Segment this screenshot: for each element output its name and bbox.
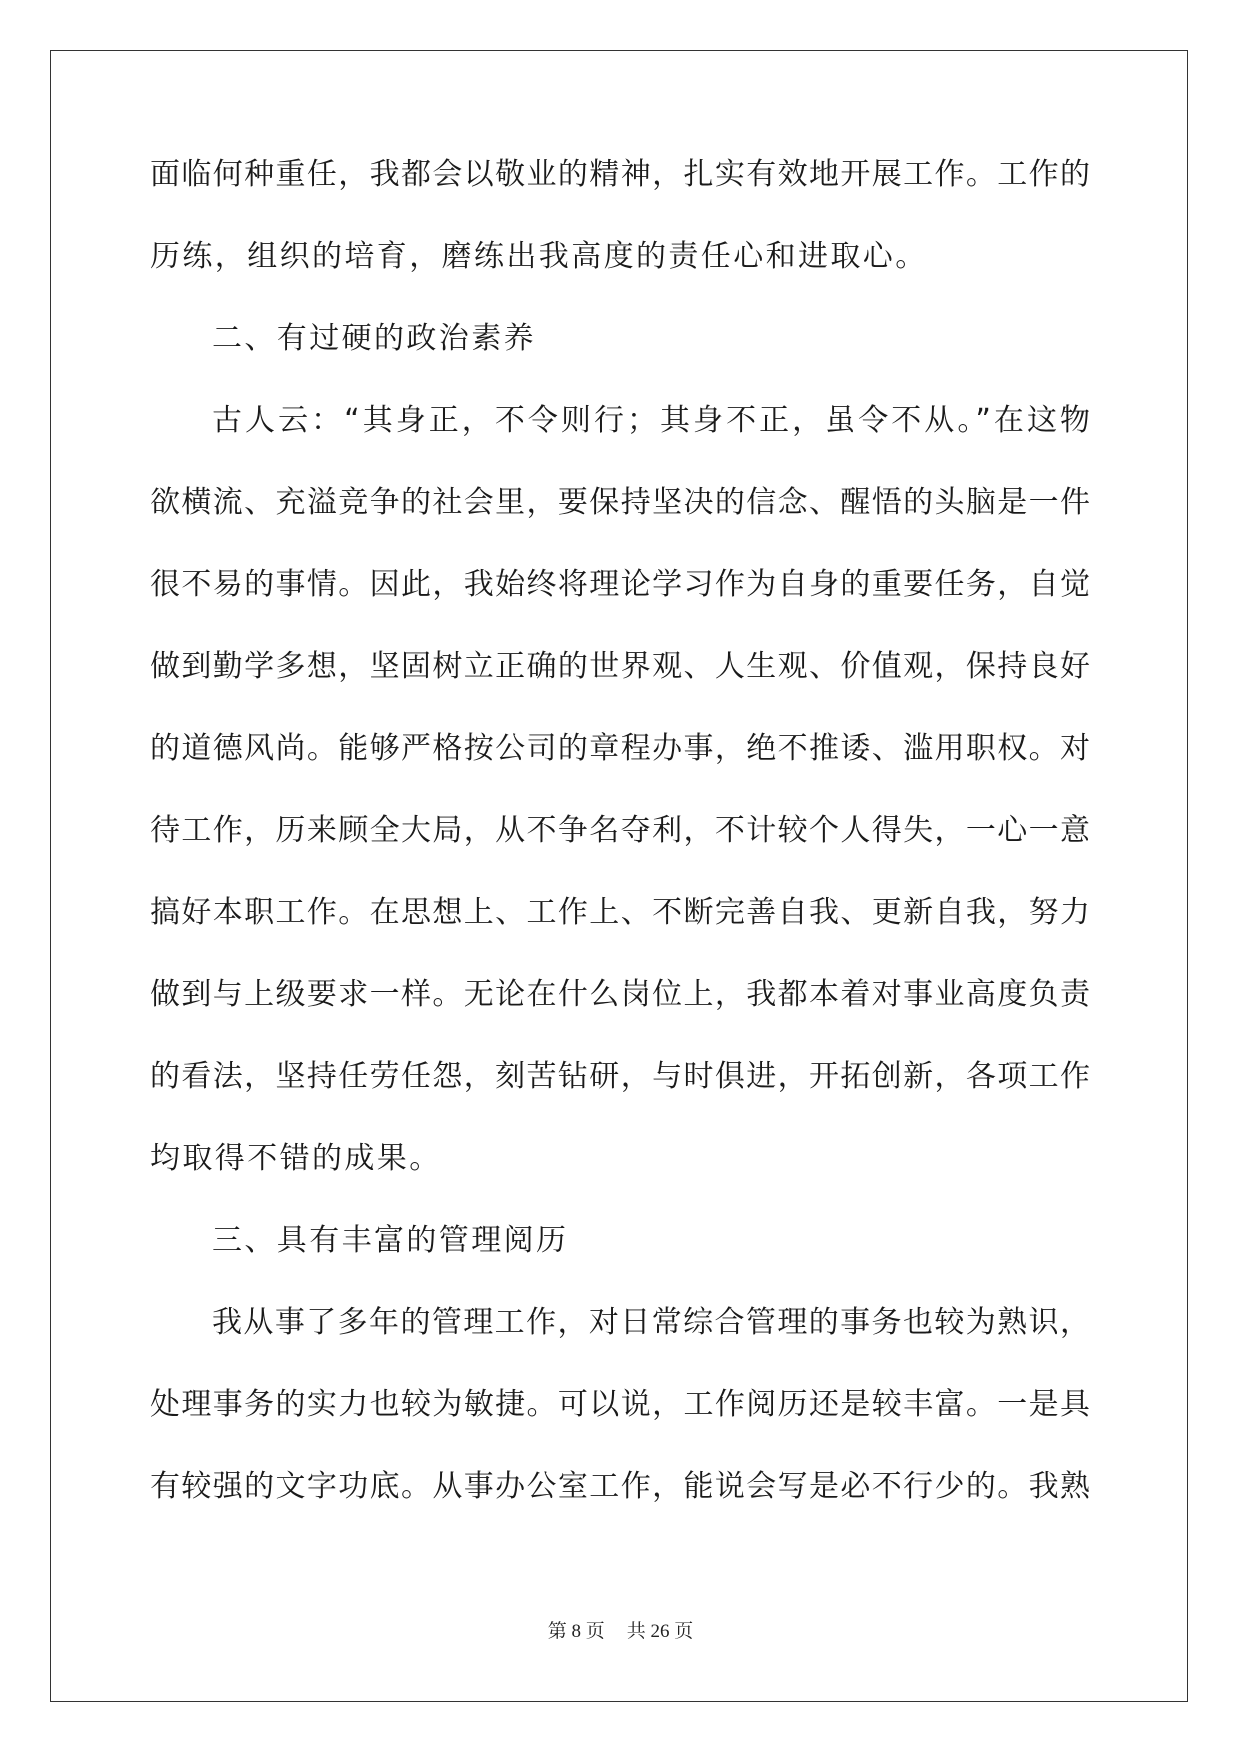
text-line: 做到勤学多想，坚固树立正确的世界观、人生观、价值观，保持良好 [150, 649, 1090, 684]
text-line: 待工作，历来顾全大局，从不争名夺利，不计较个人得失，一心一意 [150, 813, 1090, 848]
text-line: 历练，组织的培育，磨练出我高度的责任心和进取心。 [150, 239, 928, 274]
text-line: 古人云：“其身正，不令则行；其身不正，虽令不从。”在这物 [212, 403, 1090, 438]
text-line: 很不易的事情。因此，我始终将理论学习作为自身的重要任务，自觉 [150, 567, 1090, 602]
text-line: 有较强的文字功底。从事办公室工作，能说会写是必不行少的。我熟 [150, 1469, 1090, 1504]
text-line: 我从事了多年的管理工作，对日常综合管理的事务也较为熟识， [212, 1305, 1090, 1340]
section-heading: 二、有过硬的政治素养 [212, 321, 536, 356]
text-line: 搞好本职工作。在思想上、工作上、不断完善自我、更新自我，努力 [150, 895, 1090, 930]
text-line: 欲横流、充溢竞争的社会里，要保持坚决的信念、醒悟的头脑是一件 [150, 485, 1090, 520]
page-number: 第 8 页 [547, 1621, 605, 1642]
document-body [150, 157, 1090, 1554]
page-footer [0, 1616, 1241, 1643]
page-total: 共 26 页 [626, 1621, 694, 1642]
text-line: 做到与上级要求一样。无论在什么岗位上，我都本着对事业高度负责 [150, 977, 1090, 1012]
text-line: 的看法，坚持任劳任怨，刻苦钻研，与时俱进，开拓创新，各项工作 [150, 1059, 1090, 1094]
text-line: 均取得不错的成果。 [150, 1141, 442, 1176]
text-line: 处理事务的实力也较为敏捷。可以说，工作阅历还是较丰富。一是具 [150, 1387, 1090, 1422]
section-heading: 三、具有丰富的管理阅历 [212, 1223, 569, 1258]
text-line: 的道德风尚。能够严格按公司的章程办事，绝不推诿、滥用职权。对 [150, 731, 1090, 766]
text-line: 面临何种重任，我都会以敬业的精神，扎实有效地开展工作。工作的 [150, 157, 1090, 192]
